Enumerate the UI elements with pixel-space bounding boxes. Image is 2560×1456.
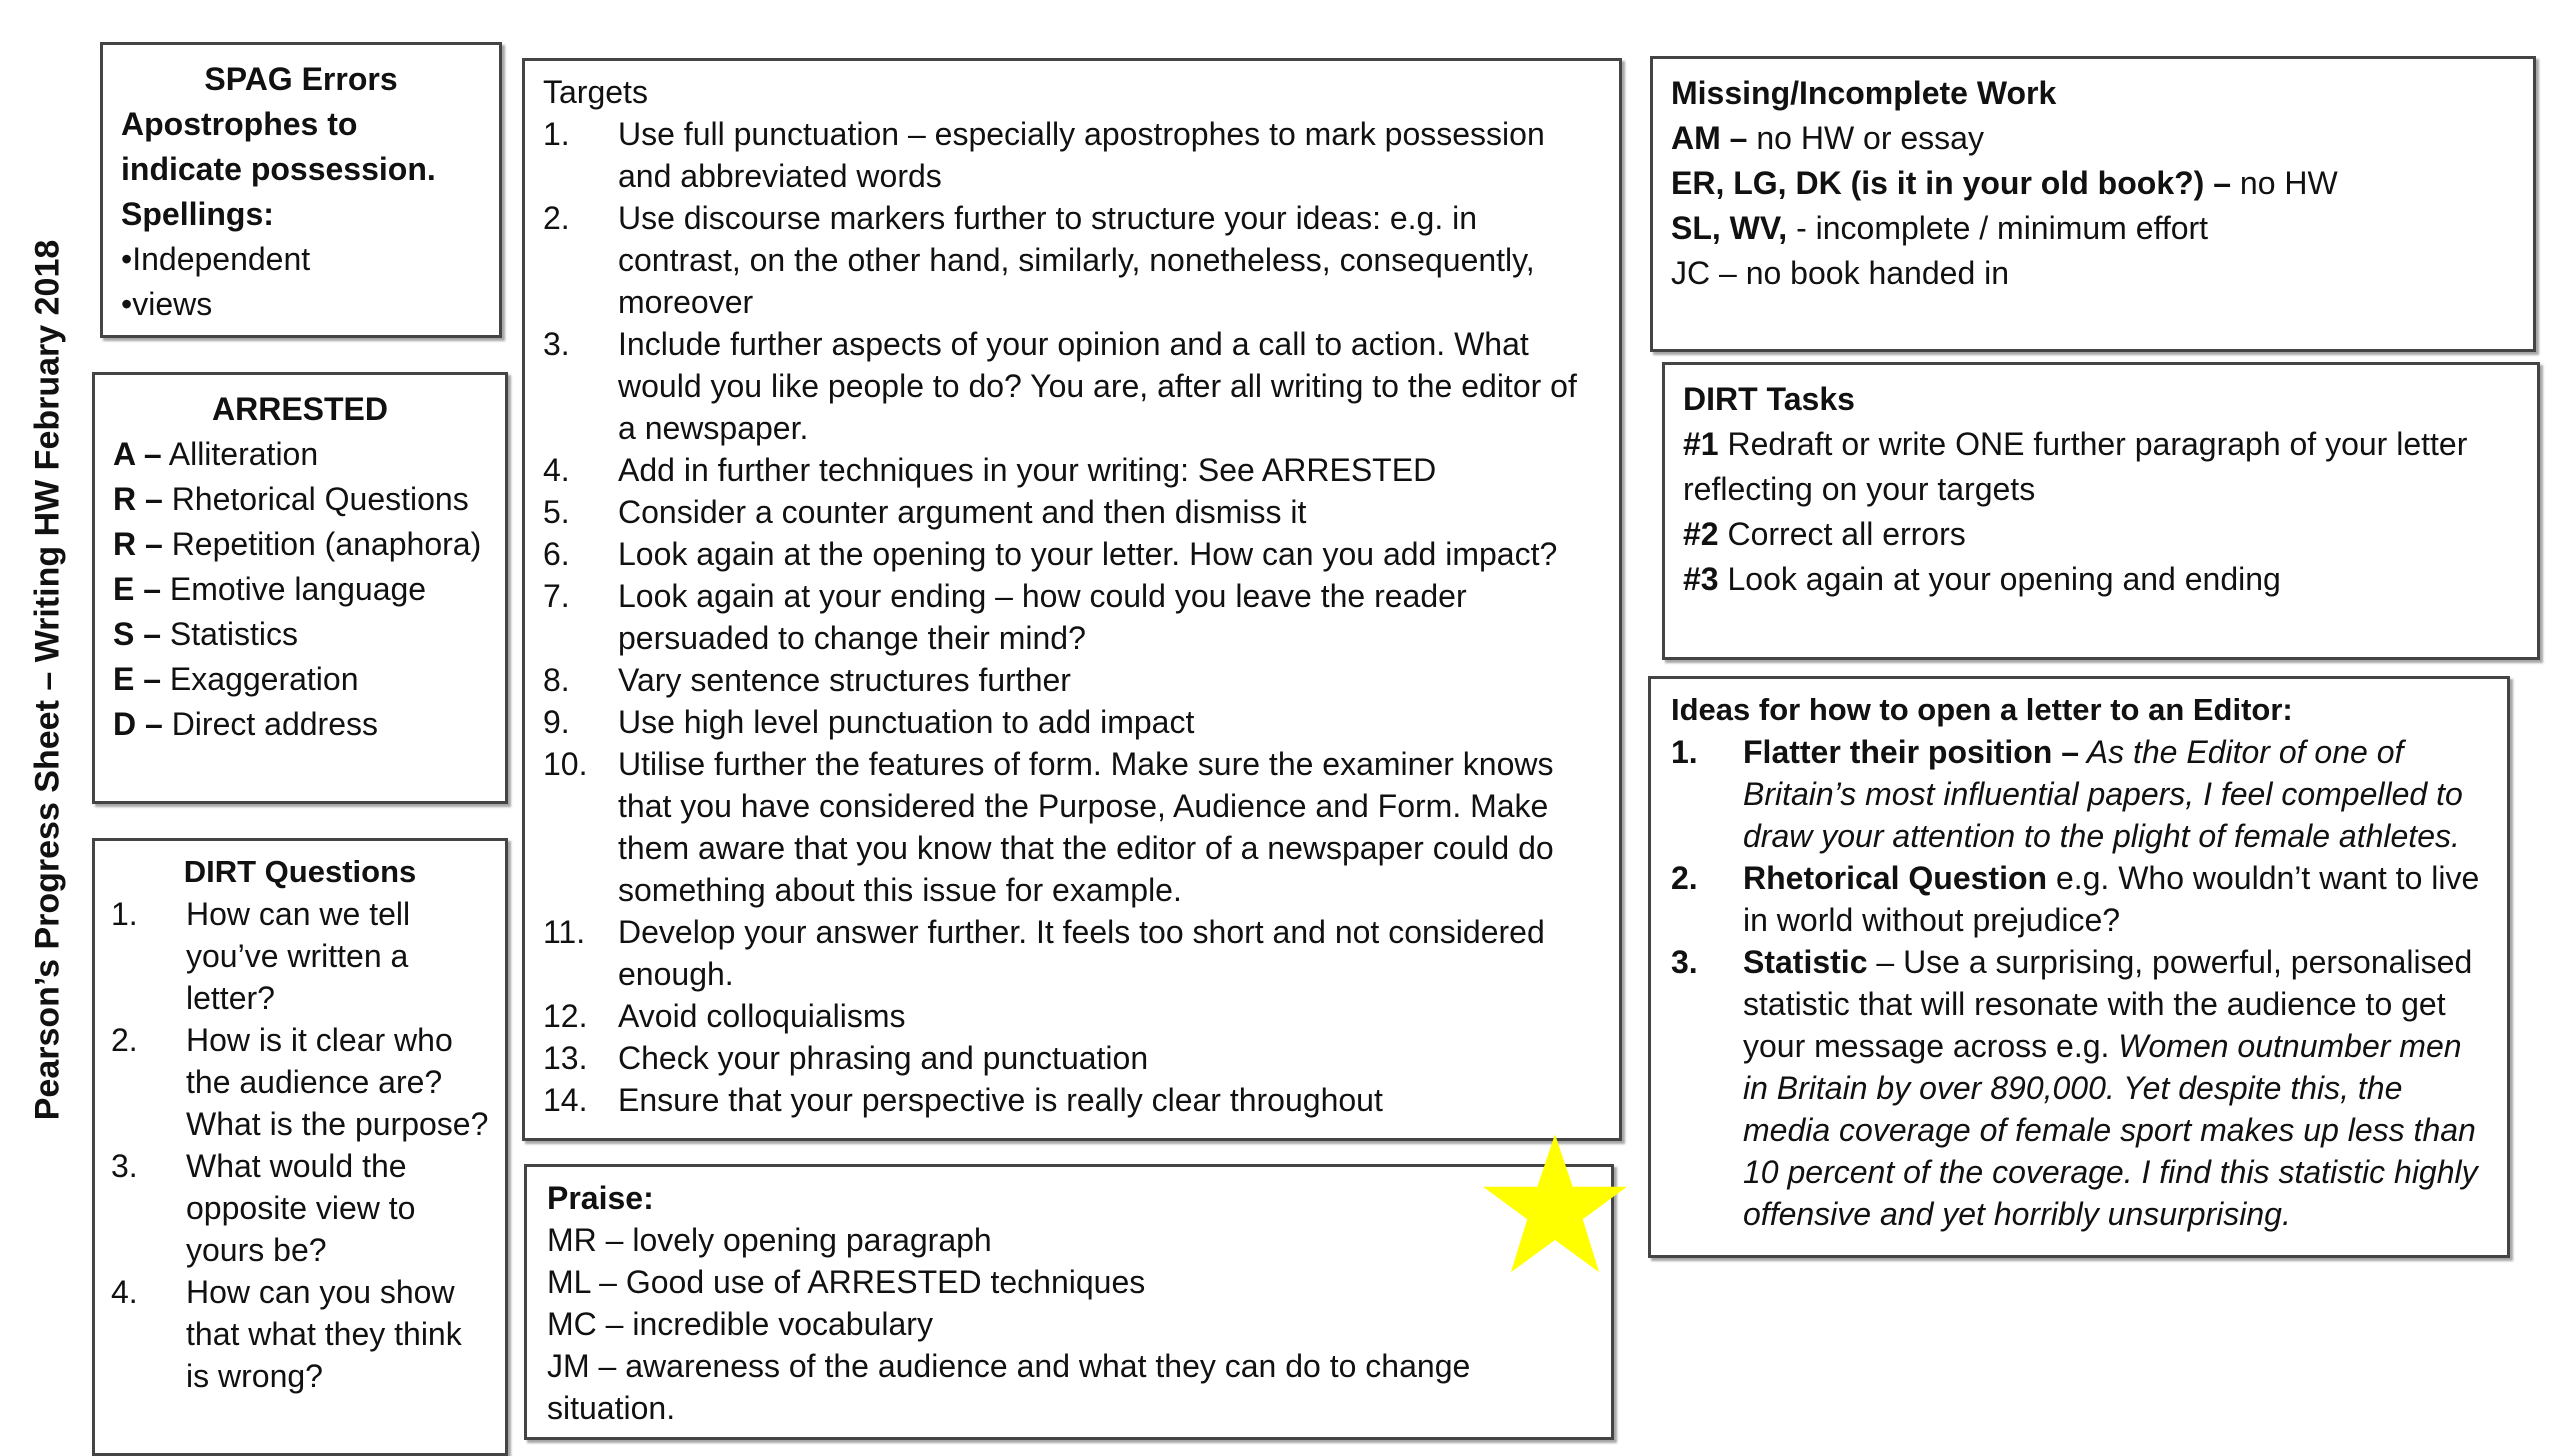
spag-spelling-item: •Independent [121, 241, 311, 277]
list-item: 9. Use high level punctuation to add impact [543, 704, 1195, 740]
dirt-questions-title: DIRT Questions [183, 854, 417, 889]
list-item: 5. Consider a counter argument and then dismiss it [543, 494, 1307, 530]
dirt-task-item: #2 Correct all errors [1683, 516, 1966, 552]
star-shape [1483, 1134, 1627, 1272]
spag-spelling-item: •views [121, 286, 213, 322]
list-item: 12. Avoid colloquialisms [543, 998, 906, 1034]
list-item: 3. Statistic – Use a surprising, powerful, personalised statistic that will resonate with the audience to get your message across e.g. Women outnumber men in Britain by over 890,000. Yet despite this, the media coverage of female sport makes up less than 10 percent of the coverage. I find this statistic highly offensive and yet horribly unsurprising. [1671, 944, 2478, 1232]
arrested-title: ARRESTED [211, 391, 388, 427]
ideas-box [1648, 676, 2510, 1258]
list-item: 4. Add in further techniques in your writing: See ARRESTED [543, 452, 1437, 488]
dirt-questions-box [92, 838, 508, 1456]
praise-line: JM – awareness of the audience and what they can do to change situation. [547, 1348, 1471, 1426]
side-title-text: Pearson’s Progress Sheet – Writing HW February 2018 [28, 239, 67, 1121]
dirt-tasks-title: DIRT Tasks [1683, 381, 1855, 417]
praise-line: ML – Good use of ARRESTED techniques [547, 1264, 1146, 1300]
arrested-item: D – Direct address [113, 706, 378, 742]
targets-title: Targets [543, 74, 648, 110]
list-item: 2. How is it clear who the audience are? What is the purpose? [111, 1022, 489, 1142]
dirt-tasks-box [1662, 362, 2540, 660]
dirt-task-item: #3 Look again at your opening and ending [1683, 561, 2281, 597]
list-item: 13. Check your phrasing and punctuation [543, 1040, 1149, 1076]
arrested-item: E – Emotive language [113, 571, 427, 607]
praise-line: MC – incredible vocabulary [547, 1306, 933, 1342]
targets-list [543, 113, 1601, 1121]
list-item: 10. Utilise further the features of form. Make sure the examiner knows that you have considered the Purpose, Audience and Form. Make them aware that you know that the editor of a newspaper could do something about this issue for example. [543, 746, 1554, 908]
missing-title: Missing/Incomplete Work [1671, 75, 2057, 111]
arrested-item: E – Exaggeration [113, 661, 359, 697]
list-item: 2. Use discourse markers further to structure your ideas: e.g. in contrast, on the other hand, similarly, nonetheless, consequently, moreover [543, 200, 1535, 320]
list-item: 1. How can we tell you’ve written a letter? [111, 896, 411, 1016]
spag-errors-box [100, 42, 502, 338]
missing-line: AM – no HW or essay [1671, 120, 1984, 156]
list-item: 3. Include further aspects of your opinion and a call to action. What would you like people to do? You are, after all writing to the editor of a newspaper. [543, 326, 1577, 446]
arrested-item: R – Rhetorical Questions [113, 481, 469, 517]
list-item: 1. Flatter their position – As the Editor of one of Britain’s most influential papers, I feel compelled to draw your attention to the plight of female athletes. [1671, 734, 2463, 854]
list-item: 14. Ensure that your perspective is really clear throughout [543, 1082, 1383, 1118]
dirt-task-item: #1 Redraft or write ONE further paragraph of your letter reflecting on your targets [1683, 426, 2468, 507]
list-item: 8. Vary sentence structures further [543, 662, 1071, 698]
targets-box [522, 58, 1622, 1141]
praise-box [524, 1164, 1614, 1440]
spag-apostrophes: Apostrophes to indicate possession. [121, 106, 436, 187]
missing-work-box [1650, 56, 2536, 352]
star-icon [1480, 1133, 1630, 1278]
missing-line: ER, LG, DK (is it in your old book?) – no HW [1671, 165, 2338, 201]
list-item: 2. Rhetorical Question e.g. Who wouldn’t want to live in world without prejudice? [1671, 860, 2480, 938]
side-title [0, 0, 100, 1440]
praise-title: Praise: [547, 1180, 654, 1216]
dirt-questions-list [111, 893, 489, 1397]
arrested-item: S – Statistics [113, 616, 298, 652]
list-item: 7. Look again at your ending – how could you leave the reader persuaded to change their mind? [543, 578, 1467, 656]
missing-line: JC – no book handed in [1671, 255, 2010, 291]
arrested-item: R – Repetition (anaphora) [113, 526, 482, 562]
ideas-title: Ideas for how to open a letter to an Editor: [1671, 692, 2293, 727]
list-item: 6. Look again at the opening to your letter. How can you add impact? [543, 536, 1558, 572]
list-item: 4. How can you show that what they think is wrong? [111, 1274, 462, 1394]
arrested-item: A – Alliteration [113, 436, 319, 472]
missing-line: SL, WV, - incomplete / minimum effort [1671, 210, 2209, 246]
list-item: 1. Use full punctuation – especially apostrophes to mark possession and abbreviated words [543, 116, 1545, 194]
spag-spellings-label: Spellings: [121, 196, 274, 232]
spag-title: SPAG Errors [204, 61, 398, 97]
arrested-box [92, 372, 508, 804]
list-item: 11. Develop your answer further. It feels too short and not considered enough. [543, 914, 1545, 992]
praise-line: MR – lovely opening paragraph [547, 1222, 992, 1258]
list-item: 3. What would the opposite view to yours be? [111, 1148, 416, 1268]
ideas-list [1671, 731, 2487, 1235]
